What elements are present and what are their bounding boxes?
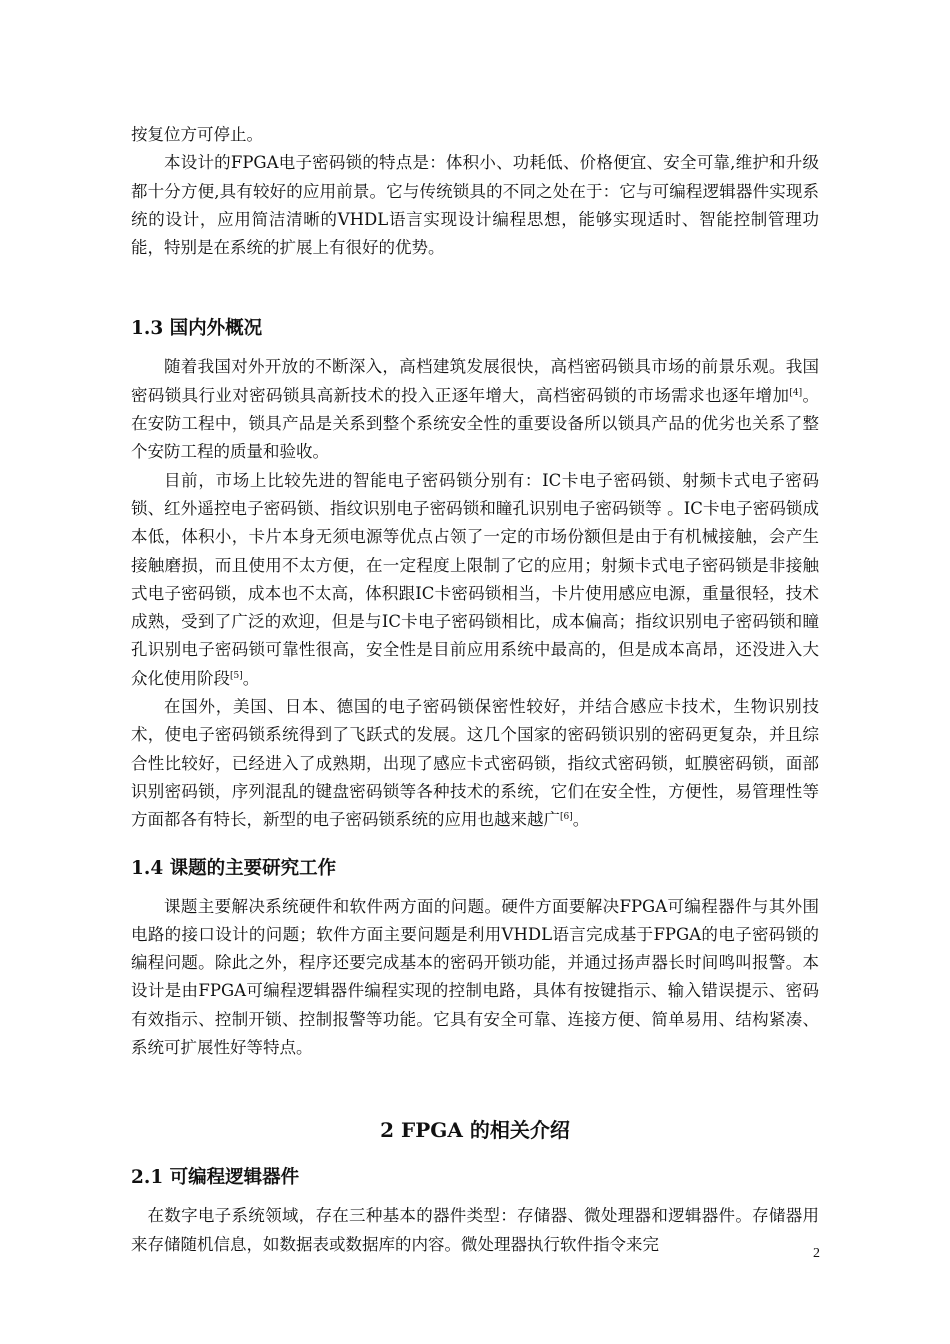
paragraph-pld-intro: 在数字电子系统领域，存在三种基本的器件类型：存储器、微处理器和逻辑器件。存储器用来存储随机信息，如数据表或数据库的内容。微处理器执行软件指令来完 <box>131 1206 819 1254</box>
paragraph-domestic-market <box>131 353 819 466</box>
paragraph-text: 目前，市场上比较先进的智能电子密码锁分别有：IC卡电子密码锁、射频卡式电子密码锁、红外遥控电子密码锁、指纹识别电子密码锁和瞳孔识别电子密码锁等 。IC卡电子密码锁成本低，体积小，卡片本身无须电源等优点占领了一定的市场份额但是由于有机械接触，会产生接触磨损，而且使用不太方便，在一定程度上限制了它的应用；射频卡式电子密码锁是非接触式电子密码锁，成本也不太高，体积跟IC卡密码锁相当，卡片使用感应电源，重量很轻，技术成熟，受到了广泛的欢迎，但是与IC卡电子密码锁相比，成本偏高；指纹识别电子密码锁和瞳孔识别电子密码锁可靠性很高，安全性是目前应用系统中最高的，但是成本高昂，还没进入大众化使用阶段 <box>131 470 819 688</box>
section-heading-1-3: 1.3 国内外概况 <box>131 318 263 340</box>
section-heading-1-4: 1.4 课题的主要研究工作 <box>131 857 337 879</box>
paragraph-text: 在国外，美国、日本、德国的电子密码锁保密性较好，并结合感应卡技术，生物识别技术，使电子密码锁系统得到了飞跃式的发展。这几个国家的密码锁识别的密码更复杂，并且综合性比较好，已经进入了成熟期，出现了感应卡式密码锁，指纹式密码锁，虹膜密码锁，面部识别密码锁，序列混乱的键盘密码锁等各种技术的系统，它们在安全性，方便性，易管理性等方面都各有特长，新型的电子密码锁系统的应用也越来越广 <box>131 697 819 830</box>
paragraph-continuation: 按复位方可停止。 <box>131 125 263 144</box>
paragraph-design-features: 本设计的FPGA电子密码锁的特点是：体积小、功耗低、价格便宜、安全可靠,维护和升级都十分方便,具有较好的应用前景。它与传统锁具的不同之处在于：它与可编程逻辑器件实现系统的设计，应用简洁清晰的VHDL语言实现设计编程思想，能够实现适时、智能控制管理功能，特别是在系统的扩展上有很好的优势。 <box>131 153 819 258</box>
page-content <box>131 121 819 1259</box>
paragraph-text: 随着我国对外开放的不断深入，高档建筑发展很快，高档密码锁具市场的前景乐观。我国密码锁具行业对密码锁具高新技术的投入正逐年增大，高档密码锁的市场需求也逐年增加 <box>131 357 819 405</box>
paragraph-foreign-locks <box>131 693 819 834</box>
citation-ref-4: [4] <box>789 387 803 398</box>
paragraph-text: 。 <box>242 668 260 688</box>
paragraph-current-locks <box>131 467 819 693</box>
citation-ref-6: [6] <box>560 812 573 823</box>
citation-ref-5: [5] <box>230 670 243 681</box>
paragraph-text: 。 <box>572 810 590 830</box>
paragraph-text: 。在安防工程中，锁具产品是关系到整个系统安全性的重要设备所以锁具产品的优劣也关系了整个安防工程的质量和验收。 <box>131 385 820 462</box>
page-number: 2 <box>813 1246 820 1261</box>
paragraph-main-work: 课题主要解决系统硬件和软件两方面的问题。硬件方面要解决FPGA可编程器件与其外围电路的接口设计的问题；软件方面主要问题是利用VHDL语言完成基于FPGA的电子密码锁的编程问题。除此之外，程序还要完成基本的密码开锁功能，并通过扬声器长时间鸣叫报警。本设计是由FPGA可编程逻辑器件编程实现的控制电路，具体有按键指示、输入错误提示、密码有效指示、控制开锁、控制报警等功能。它具有安全可靠、连接方便、简单易用、结构紧凑、系统可扩展性好等特点。 <box>131 896 819 1058</box>
chapter-title-2: 2 FPGA 的相关介绍 <box>380 1118 570 1143</box>
section-heading-2-1: 2.1 可编程逻辑器件 <box>131 1167 300 1189</box>
